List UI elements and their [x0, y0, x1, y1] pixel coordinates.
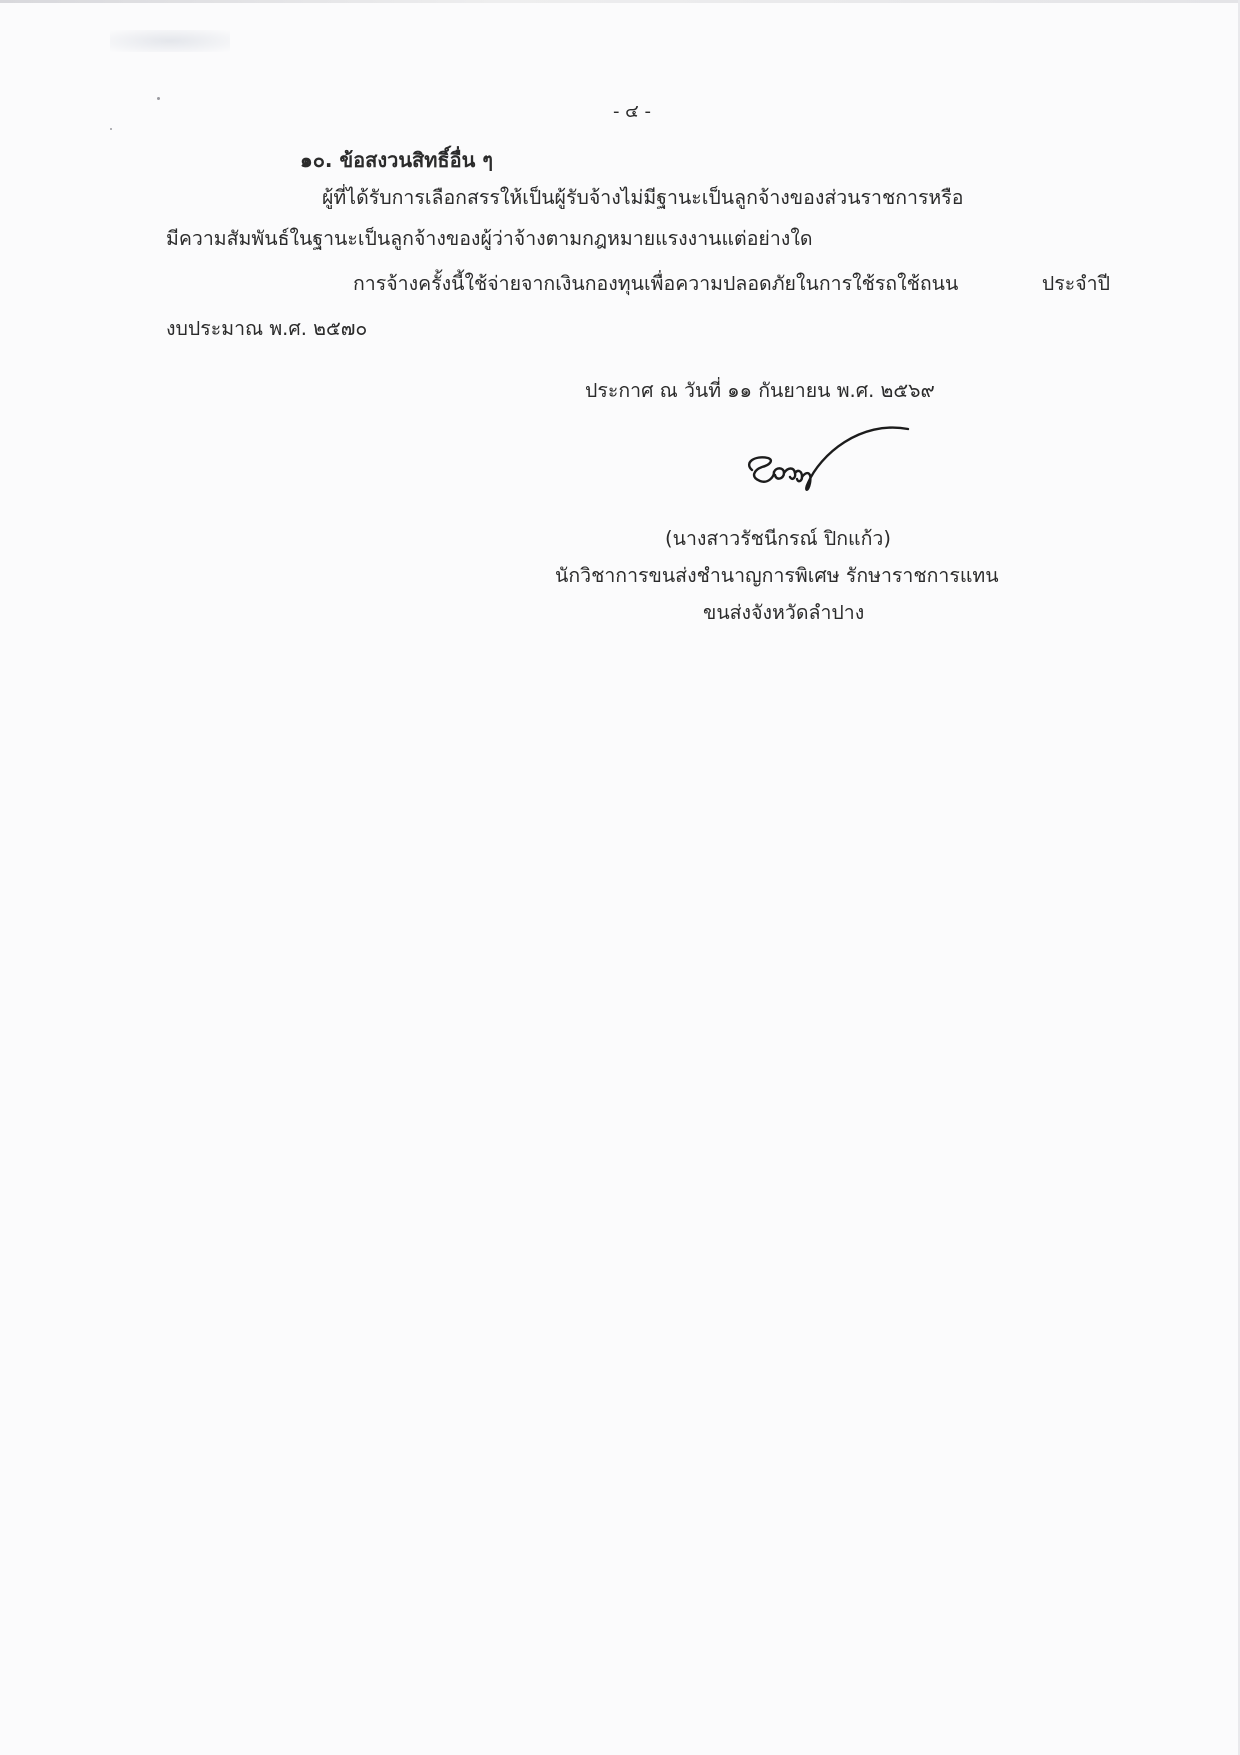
signatory-position: นักวิชาการขนส่งชำนาญการพิเศษ รักษาราชการแทน — [555, 564, 999, 587]
page-number: - ๔ - — [612, 101, 652, 122]
paragraph-1-line-2: มีความสัมพันธ์ในฐานะเป็นลูกจ้างของผู้ว่าจ้างตามกฎหมายแรงงานแต่อย่างใด — [166, 227, 813, 250]
handwritten-signature — [740, 425, 930, 515]
announcement-date: ประกาศ ณ วันที่ ๑๑ กันยายน พ.ศ. ๒๕๖๙ — [585, 379, 935, 402]
scan-speck — [157, 97, 160, 100]
paragraph-2-line-1: การจ้างครั้งนี้ใช้จ่ายจากเงินกองทุนเพื่อความปลอดภัยในการใช้รถใช้ถนน ประจำปี — [353, 272, 1110, 295]
section-heading: ๑๐. ข้อสงวนสิทธิ์อื่น ๆ — [300, 148, 494, 172]
signatory-name: (นางสาวรัชนีกรณ์ ปิกแก้ว) — [665, 527, 891, 550]
scan-smudge — [110, 30, 230, 52]
scan-speck — [110, 128, 112, 130]
paragraph-2-line-2: งบประมาณ พ.ศ. ๒๕๗๐ — [166, 317, 368, 340]
signatory-office: ขนส่งจังหวัดลำปาง — [703, 601, 865, 624]
paragraph-1-line-1: ผู้ที่ได้รับการเลือกสรรให้เป็นผู้รับจ้างไม่มีฐานะเป็นลูกจ้างของส่วนราชการหรือ — [322, 186, 964, 209]
scan-edge-top — [0, 0, 1240, 3]
